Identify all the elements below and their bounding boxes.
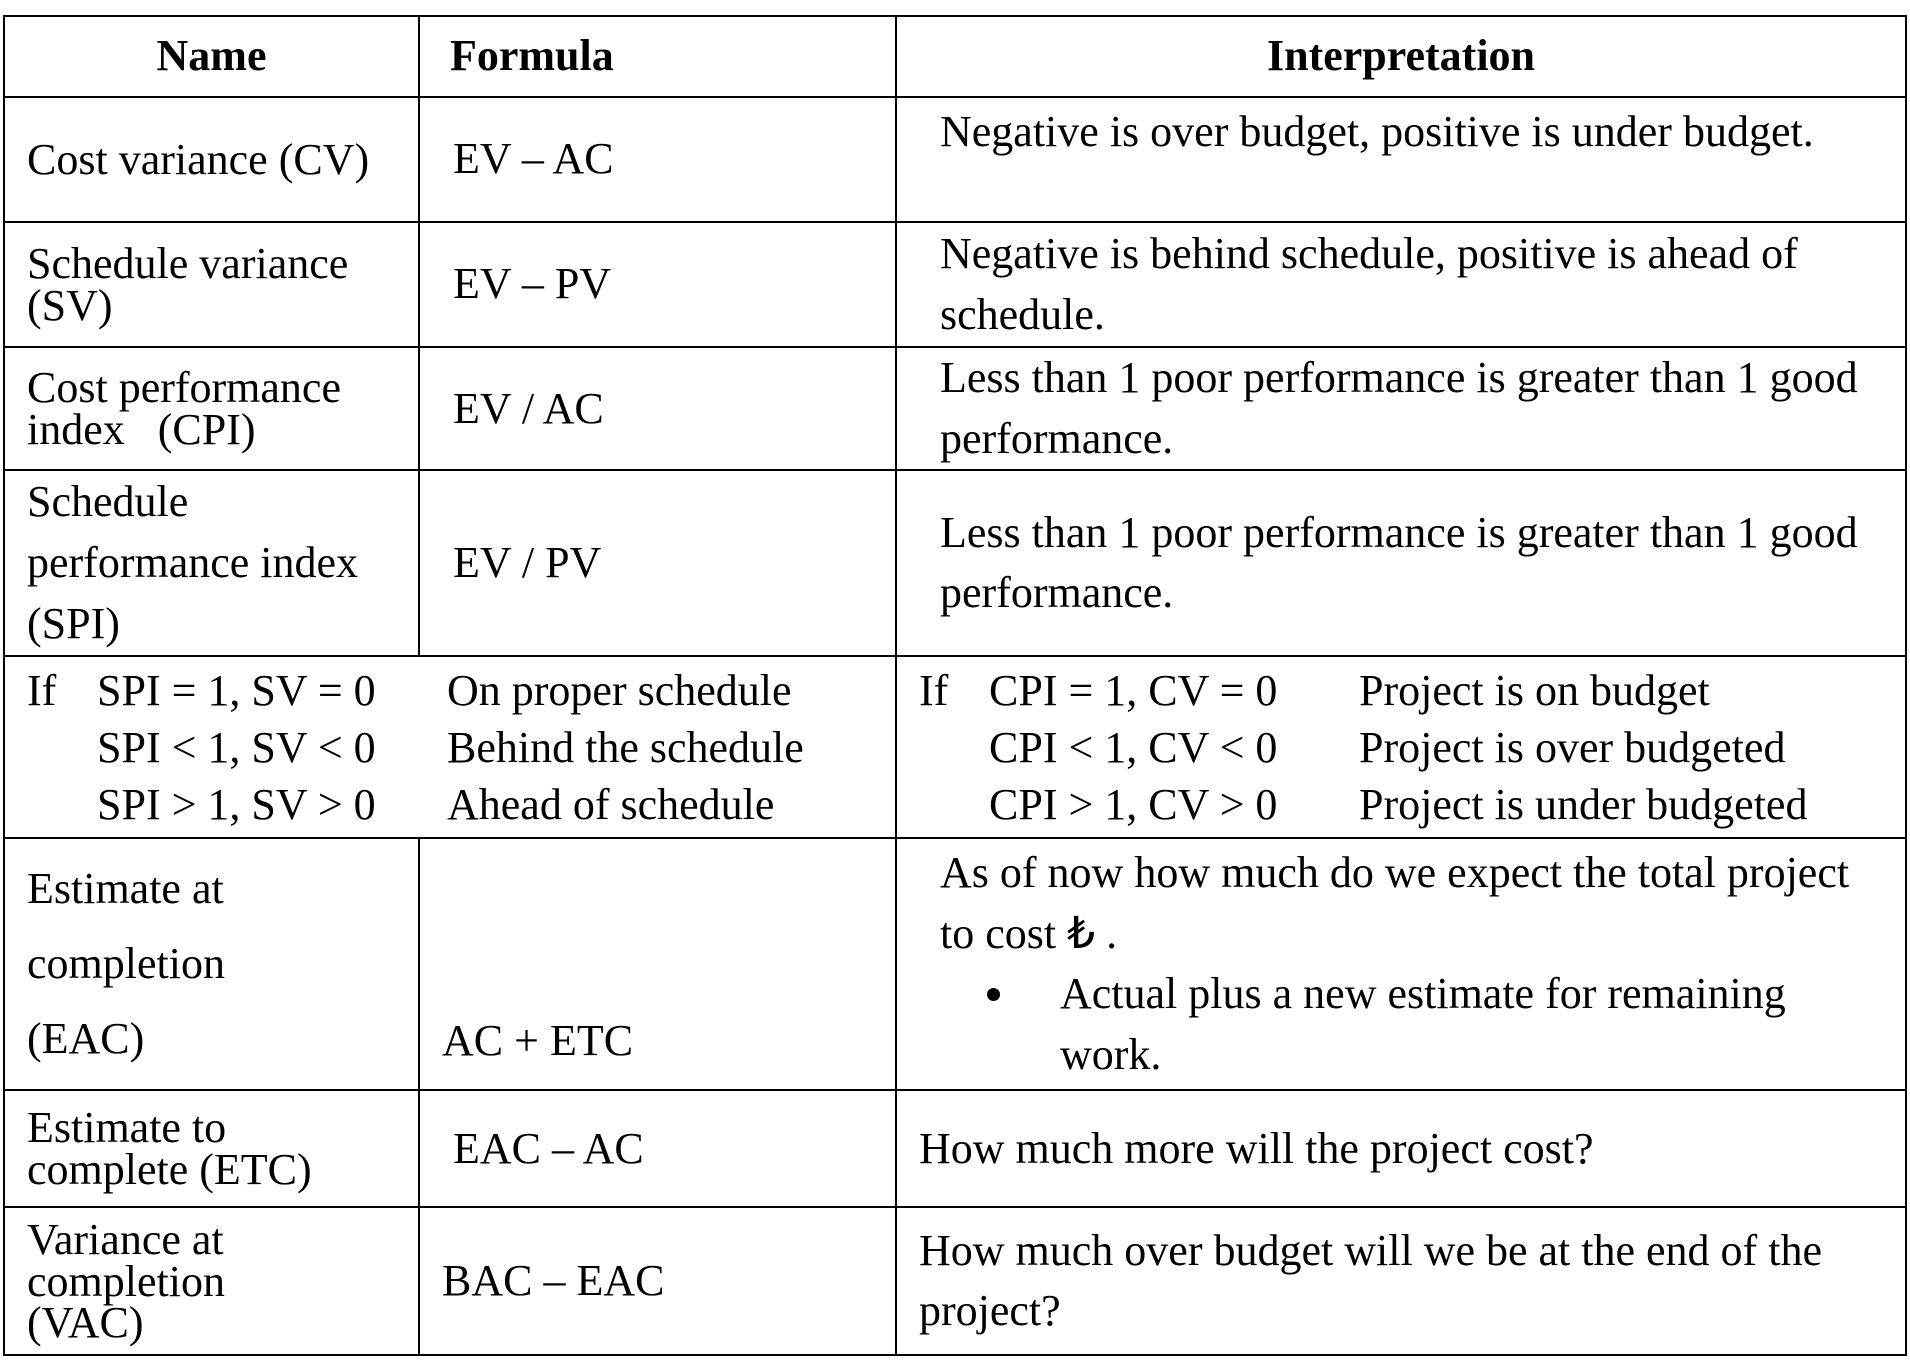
header-name: Name	[4, 16, 419, 97]
interpretation-text: As of now how much do we expect the total project to cost ₺ .	[940, 848, 1850, 958]
interpretation-cell: Negative is over budget, positive is under budget.	[896, 97, 1906, 222]
condition: SPI > 1, SV > 0	[97, 780, 376, 830]
header-interpretation: Interpretation	[896, 16, 1906, 97]
name-line: Estimate at	[27, 864, 224, 914]
condition: SPI < 1, SV < 0	[97, 722, 376, 772]
condition: CPI > 1, CV > 0	[989, 780, 1278, 830]
name-line: (EAC)	[27, 1013, 145, 1063]
table-row	[4, 470, 1906, 656]
earned-value-table	[3, 15, 1907, 1356]
name-line: completion	[27, 939, 225, 989]
formula-cell: BAC – EAC	[419, 1207, 896, 1355]
conditions-row	[4, 656, 1906, 838]
meaning: On proper schedule	[447, 665, 792, 715]
table-row	[4, 347, 1906, 470]
meaning: Ahead of schedule	[447, 780, 775, 830]
name-cell: Variance at completion (VAC)	[4, 1207, 419, 1355]
if-label: If	[919, 665, 949, 715]
bullet-item: • Actual plus a new estimate for remaining work.	[1020, 964, 1883, 1085]
interpretation-cell: How much over budget will we be at the end of the project?	[896, 1207, 1906, 1355]
schedule-conditions	[4, 656, 896, 838]
cost-conditions	[896, 656, 1906, 838]
condition: CPI = 1, CV = 0	[989, 665, 1278, 715]
name-cell: Cost variance (CV)	[4, 97, 419, 222]
interpretation-cell: Less than 1 poor performance is greater than 1 good performance.	[896, 347, 1906, 470]
formula-cell: EV / PV	[419, 470, 896, 656]
table-row	[4, 97, 1906, 222]
table-row	[4, 838, 1906, 1090]
if-label: If	[27, 665, 57, 715]
condition: SPI = 1, SV = 0	[97, 665, 376, 715]
meaning: Project is over budgeted	[1359, 722, 1786, 772]
interpretation-cell: Less than 1 poor performance is greater than 1 good performance.	[896, 470, 1906, 656]
meaning: Project is on budget	[1359, 665, 1710, 715]
interpretation-cell: How much more will the project cost?	[896, 1090, 1906, 1207]
name-cell	[4, 838, 419, 1090]
formula-cell: EAC – AC	[419, 1090, 896, 1207]
name-cell: Cost performance index (CPI)	[4, 347, 419, 470]
table-row	[4, 1207, 1906, 1355]
table-row	[4, 222, 1906, 347]
header-formula: Formula	[419, 16, 896, 97]
header-row	[4, 16, 1906, 97]
formula-cell: EV – PV	[419, 222, 896, 347]
condition: CPI < 1, CV < 0	[989, 722, 1278, 772]
meaning: Project is under budgeted	[1359, 780, 1808, 830]
interpretation-cell: Negative is behind schedule, positive is ahead of schedule.	[896, 222, 1906, 347]
interpretation-cell	[896, 838, 1906, 1090]
name-cell: Schedule performance index (SPI)	[4, 470, 419, 656]
formula-cell: EV – AC	[419, 97, 896, 222]
formula-cell: AC + ETC	[419, 838, 896, 1090]
formula-cell: EV / AC	[419, 347, 896, 470]
table-row	[4, 1090, 1906, 1207]
name-cell: Schedule variance (SV)	[4, 222, 419, 347]
meaning: Behind the schedule	[447, 722, 804, 772]
name-cell: Estimate to complete (ETC)	[4, 1090, 419, 1207]
